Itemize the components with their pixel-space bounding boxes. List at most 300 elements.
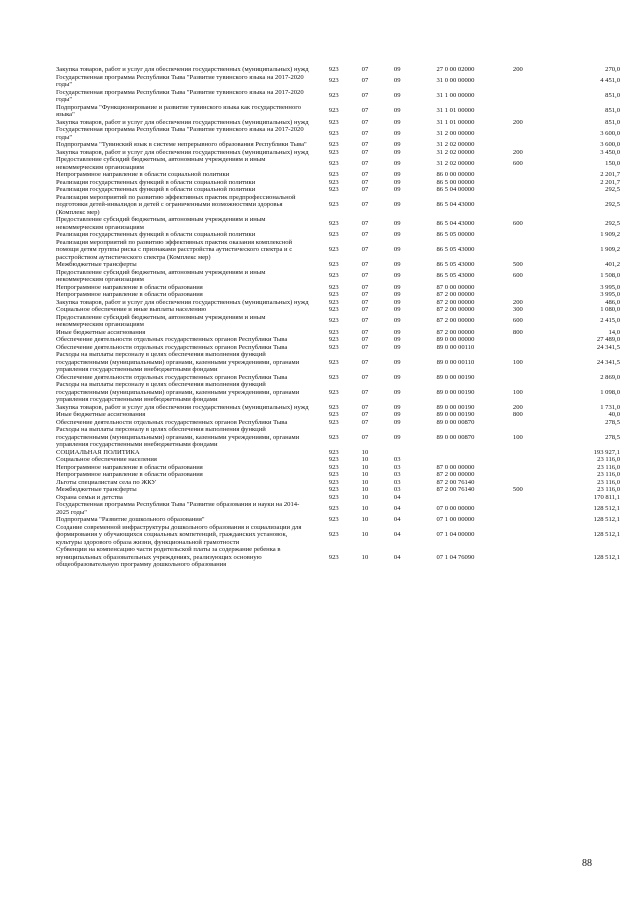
row-expense-type-code (497, 284, 539, 292)
row-target-item-code: 89 0 00 00190 (436, 403, 475, 411)
table-row (56, 179, 624, 187)
table-row (56, 104, 624, 119)
row-target-item-code: 89 0 00 00190 (436, 388, 475, 396)
table-row (56, 524, 624, 547)
row-section-code: 07 (361, 403, 369, 411)
row-amount: 3 600,0 (600, 141, 620, 148)
row-grbs-code: 923 (328, 298, 339, 306)
row-name: Расходы на выплаты персоналу в целях обеспечения выполнения функций государственными (муниципальными) органами, казенными учреждениями, органами управления государственными внебюджетными фондами (56, 351, 300, 373)
row-target-item-code: 89 0 00 00000 (436, 336, 475, 343)
row-section-code: 07 (361, 201, 369, 208)
row-target-item-code (414, 456, 497, 464)
row-amount: 1 098,0 (600, 388, 620, 396)
row-subsection-code: 04 (393, 493, 401, 501)
table-row (56, 284, 624, 292)
table-row (56, 299, 624, 307)
table-row (56, 194, 624, 217)
row-name: Обеспечение деятельности отдельных государственных органов Республики Тыва (56, 373, 288, 381)
row-subsection-code: 09 (393, 148, 401, 156)
row-grbs-code: 923 (328, 178, 339, 186)
row-grbs-code: 923 (328, 531, 339, 538)
row-section-code: 07 (361, 272, 369, 280)
row-target-item-code: 07 1 04 76090 (436, 553, 475, 561)
row-name: Обеспечение деятельности отдельных государственных органов Республики Тыва (56, 418, 288, 426)
row-expense-type-code (497, 171, 539, 179)
row-expense-type-code (497, 89, 539, 104)
table-row (56, 411, 624, 419)
row-subsection-code: 09 (393, 171, 401, 178)
row-section-code: 07 (361, 418, 369, 426)
row-section-code: 07 (361, 411, 369, 418)
row-section-code: 07 (361, 159, 369, 167)
row-target-item-code: 87 2 00 00000 (436, 471, 475, 478)
row-amount: 3 995,0 (600, 291, 620, 298)
row-grbs-code: 923 (328, 129, 339, 137)
row-name: Реализация государственных функций в области социальной политики (56, 178, 256, 186)
row-subsection-code: 09 (393, 272, 401, 280)
row-subsection-code: 09 (393, 159, 401, 167)
row-grbs-code: 923 (328, 418, 339, 426)
table-row (56, 314, 624, 329)
row-target-item-code (414, 494, 497, 502)
row-expense-type-code (497, 104, 539, 119)
row-section-code: 07 (361, 283, 369, 291)
table-row (56, 464, 624, 472)
row-name: Непрограммное направление в области образования (56, 471, 203, 478)
row-section-code: 07 (361, 373, 369, 381)
row-section-code: 07 (361, 107, 369, 115)
row-grbs-code: 923 (328, 486, 339, 493)
row-amount: 23 116,0 (597, 486, 620, 493)
row-amount: 2 415,0 (600, 317, 620, 325)
page-number: 88 (582, 858, 592, 869)
row-subsection-code: 04 (393, 504, 401, 512)
row-subsection-code: 09 (393, 291, 401, 298)
row-target-item-code: 86 5 05 43000 (436, 261, 475, 268)
row-grbs-code: 923 (328, 186, 339, 193)
row-name: Расходы на выплаты персоналу в целях обеспечения выполнения функций государственными (муниципальными) органами, казенными учреждениями, органами управления государственными внебюджетными фондами (56, 426, 300, 448)
row-subsection-code: 03 (393, 486, 401, 493)
row-grbs-code: 923 (328, 463, 339, 471)
row-amount: 1 909,2 (600, 246, 620, 253)
row-expense-type-code (497, 374, 539, 382)
row-section-code: 07 (361, 92, 369, 100)
row-amount: 14,0 (608, 328, 620, 336)
row-target-item-code: 07 0 00 00000 (436, 504, 475, 512)
row-section-code: 10 (361, 516, 369, 523)
row-expense-type-code (497, 449, 539, 457)
row-grbs-code: 923 (328, 493, 339, 501)
row-target-item-code: 31 2 02 00000 (436, 141, 475, 148)
row-section-code: 10 (361, 463, 369, 471)
row-amount: 2 201,7 (600, 171, 620, 178)
row-target-item-code (414, 449, 497, 457)
row-amount: 128 512,1 (593, 553, 620, 561)
row-grbs-code: 923 (328, 388, 339, 396)
row-amount: 3 995,0 (600, 283, 620, 291)
row-target-item-code: 86 5 05 43000 (436, 272, 475, 280)
row-name: Охрана семьи и детства (56, 493, 123, 501)
row-grbs-code: 923 (328, 336, 339, 343)
row-amount: 23 116,0 (597, 456, 620, 463)
row-grbs-code: 923 (328, 478, 339, 486)
row-expense-type-code: 600 (512, 159, 523, 167)
row-section-code: 10 (361, 553, 369, 561)
row-grbs-code: 923 (328, 77, 339, 85)
table-row (56, 336, 624, 344)
table-row (56, 156, 624, 171)
row-grbs-code: 923 (328, 66, 339, 73)
row-subsection-code: 04 (393, 516, 401, 523)
row-target-item-code: 31 1 01 00000 (436, 107, 475, 115)
table-row (56, 546, 624, 569)
row-grbs-code: 923 (328, 291, 339, 298)
row-amount: 128 512,1 (593, 504, 620, 512)
row-section-code: 10 (361, 531, 369, 538)
row-grbs-code: 923 (328, 504, 339, 512)
row-subsection-code: 09 (393, 328, 401, 336)
row-grbs-code: 923 (328, 159, 339, 167)
table-row (56, 351, 624, 374)
row-section-code: 10 (361, 448, 369, 456)
row-subsection-code: 09 (393, 358, 401, 366)
row-grbs-code: 923 (328, 231, 339, 238)
row-expense-type-code: 800 (512, 411, 523, 418)
row-target-item-code: 89 0 00 00110 (436, 343, 475, 351)
row-section-code: 07 (361, 141, 369, 148)
row-name: Непрограммное направление в области образования (56, 463, 203, 471)
row-amount: 1 080,0 (600, 306, 620, 313)
row-name: Социальное обеспечение населения (56, 456, 157, 463)
row-expense-type-code (497, 231, 539, 239)
row-amount: 3 600,0 (600, 129, 620, 137)
row-subsection-code: 09 (393, 219, 401, 227)
table-row (56, 171, 624, 179)
row-amount: 27 489,0 (596, 336, 620, 343)
row-name: Предоставление субсидий бюджетным, автономным учреждениям и иным некоммерческим организациям (56, 216, 266, 231)
row-target-item-code: 31 2 02 00000 (436, 159, 475, 167)
row-target-item-code: 87 2 00 76140 (436, 478, 475, 486)
row-subsection-code: 09 (393, 178, 401, 186)
row-target-item-code: 87 0 00 00000 (436, 463, 475, 471)
table-row (56, 449, 624, 457)
row-amount: 1 731,0 (600, 403, 620, 411)
row-subsection-code: 09 (393, 373, 401, 381)
row-amount: 3 450,0 (600, 148, 620, 156)
row-target-item-code: 87 2 00 00000 (436, 291, 475, 298)
row-target-item-code: 86 5 04 00000 (436, 186, 475, 193)
row-subsection-code: 09 (393, 283, 401, 291)
row-amount: 401,2 (605, 261, 620, 268)
row-amount: 24 341,5 (596, 358, 620, 366)
row-expense-type-code (497, 344, 539, 352)
row-name: Обеспечение деятельности отдельных государственных органов Республики Тыва (56, 343, 288, 351)
row-subsection-code: 09 (393, 66, 401, 73)
row-subsection-code: 04 (393, 531, 401, 538)
row-name: Реализация мероприятий по развитию эффективных практик предпрофессиональной подготовки детей-инвалидов и детей с ограниченными возможностями здоровья (Комплекс мер) (56, 193, 296, 216)
row-section-code: 07 (361, 246, 369, 253)
row-amount: 1 508,0 (600, 272, 620, 280)
row-section-code: 07 (361, 129, 369, 137)
row-amount: 292,5 (605, 186, 620, 193)
row-name: Социальное обеспечение и иные выплаты населению (56, 306, 207, 313)
row-amount: 851,0 (605, 118, 620, 126)
row-amount: 278,5 (605, 433, 620, 441)
row-grbs-code: 923 (328, 448, 339, 456)
row-subsection-code: 04 (393, 553, 401, 561)
row-section-code: 07 (361, 298, 369, 306)
row-expense-type-code (497, 239, 539, 262)
row-amount: 193 927,1 (593, 448, 620, 456)
table-row (56, 374, 624, 382)
row-expense-type-code (497, 186, 539, 194)
table-row (56, 231, 624, 239)
row-name: Непрограммное направление в области образования (56, 283, 203, 291)
row-name: Подпрограмма "Тувинский язык в системе непрерывного образования Республики Тыва" (56, 141, 307, 148)
row-amount: 2 201,7 (600, 178, 620, 186)
table-row (56, 329, 624, 337)
row-expense-type-code (497, 524, 539, 547)
row-subsection-code: 09 (393, 107, 401, 115)
row-subsection-code: 09 (393, 92, 401, 100)
row-target-item-code: 87 2 00 00000 (436, 328, 475, 336)
row-expense-type-code: 200 (512, 148, 523, 156)
table-row (56, 344, 624, 352)
row-amount: 150,0 (605, 159, 620, 167)
row-expense-type-code: 100 (512, 358, 523, 366)
row-expense-type-code: 100 (512, 388, 523, 396)
row-amount: 170 811,1 (593, 493, 620, 501)
row-subsection-code: 09 (393, 306, 401, 313)
row-subsection-code: 03 (393, 471, 401, 478)
row-grbs-code: 923 (328, 219, 339, 227)
row-name: Иные бюджетные ассигнования (56, 328, 146, 336)
row-grbs-code: 923 (328, 306, 339, 313)
table-row (56, 419, 624, 427)
row-name: СОЦИАЛЬНАЯ ПОЛИТИКА (56, 448, 140, 456)
row-amount: 851,0 (605, 107, 620, 115)
table-row (56, 471, 624, 479)
row-target-item-code: 89 0 00 00870 (436, 418, 475, 426)
row-expense-type-code: 800 (512, 328, 523, 336)
row-section-code: 07 (361, 291, 369, 298)
row-amount: 4 451,0 (600, 77, 620, 85)
row-grbs-code: 923 (328, 553, 339, 561)
row-target-item-code: 31 2 00 00000 (436, 129, 475, 137)
row-section-code: 07 (361, 317, 369, 325)
row-target-item-code: 86 5 00 00000 (436, 178, 475, 186)
row-amount: 486,0 (605, 298, 620, 306)
row-target-item-code: 89 0 00 00870 (436, 433, 475, 441)
table-row (56, 501, 624, 516)
table-row (56, 404, 624, 412)
row-subsection-code: 09 (393, 246, 401, 253)
row-amount: 851,0 (605, 92, 620, 100)
row-name: Обеспечение деятельности отдельных государственных органов Республики Тыва (56, 336, 288, 343)
row-name: Предоставление субсидий бюджетным, автономным учреждениям и иным некоммерческим организациям (56, 268, 266, 283)
row-section-code: 07 (361, 77, 369, 85)
row-expense-type-code: 100 (512, 433, 523, 441)
row-expense-type-code (497, 126, 539, 141)
row-expense-type-code (497, 546, 539, 569)
row-name: Государственная программа Республики Тыва "Развитие тувинского языка на 2017-2020 годы" (56, 126, 304, 141)
row-grbs-code: 923 (328, 433, 339, 441)
row-amount: 23 116,0 (597, 478, 620, 486)
budget-table-body (56, 66, 624, 569)
row-grbs-code: 923 (328, 92, 339, 100)
table-row (56, 306, 624, 314)
row-subsection-code: 09 (393, 201, 401, 208)
row-subsection-code: 09 (393, 141, 401, 148)
row-name: Государственная программа Республики Тыва "Развитие тувинского языка на 2017-2020 годы" (56, 88, 304, 103)
row-grbs-code: 923 (328, 201, 339, 208)
row-grbs-code: 923 (328, 107, 339, 115)
row-amount: 2 869,0 (600, 373, 620, 381)
table-row (56, 516, 624, 524)
row-grbs-code: 923 (328, 171, 339, 178)
row-expense-type-code: 300 (512, 306, 523, 313)
row-target-item-code: 31 0 00 00000 (436, 77, 475, 85)
row-expense-type-code (497, 494, 539, 502)
row-amount: 1 909,2 (600, 231, 620, 238)
table-row (56, 186, 624, 194)
row-section-code: 07 (361, 306, 369, 313)
row-name: Реализация мероприятий по развитию эффективных практик оказания комплексной помощи детям группы риска с признаками расстройства аутистического спектра и с расстройством аутистического спектра (Комплекс мер) (56, 238, 293, 261)
table-row (56, 119, 624, 127)
row-name: Подпрограмма "Функционирование и развитие тувинского языка как государственного языка" (56, 103, 302, 118)
row-target-item-code: 27 0 00 02000 (436, 66, 475, 73)
row-grbs-code: 923 (328, 272, 339, 280)
row-name: Межбюджетные трансферты (56, 486, 137, 493)
row-section-code: 07 (361, 343, 369, 351)
row-amount: 292,5 (605, 201, 620, 208)
table-row (56, 494, 624, 502)
row-amount: 23 116,0 (597, 471, 620, 478)
row-subsection-code: 09 (393, 418, 401, 426)
row-subsection-code: 09 (393, 118, 401, 126)
row-target-item-code: 89 0 00 00190 (436, 411, 475, 418)
row-grbs-code: 923 (328, 411, 339, 418)
row-expense-type-code: 200 (512, 403, 523, 411)
row-subsection-code: 03 (393, 456, 401, 463)
table-row (56, 486, 624, 494)
row-amount: 128 512,1 (593, 516, 620, 523)
row-target-item-code: 31 2 02 00000 (436, 148, 475, 156)
row-section-code: 10 (361, 478, 369, 486)
row-subsection-code: 09 (393, 336, 401, 343)
row-section-code: 07 (361, 148, 369, 156)
row-expense-type-code (497, 464, 539, 472)
row-section-code: 10 (361, 471, 369, 478)
row-amount: 128 512,1 (593, 531, 620, 538)
row-target-item-code: 87 2 00 00000 (436, 298, 475, 306)
row-subsection-code: 09 (393, 403, 401, 411)
row-subsection-code: 09 (393, 129, 401, 137)
table-row (56, 89, 624, 104)
row-target-item-code: 87 2 00 00000 (436, 306, 475, 313)
row-expense-type-code (497, 419, 539, 427)
row-section-code: 07 (361, 261, 369, 268)
row-section-code: 07 (361, 231, 369, 238)
row-name: Закупка товаров, работ и услуг для обеспечения государственных (муниципальных) нужд (56, 148, 309, 156)
row-target-item-code: 89 0 00 00190 (436, 373, 475, 381)
row-name: Субвенции на компенсацию части родительской платы за содержание ребенка в муниципальных образовательных учреждениях, реализующих основную общеобразовательную программу дошкольного образования (56, 546, 281, 568)
row-target-item-code: 31 1 01 00000 (436, 118, 475, 126)
row-amount: 270,0 (605, 66, 620, 73)
row-target-item-code: 86 0 00 00000 (436, 171, 475, 178)
row-name: Непрограммное направление в области социальной политики (56, 171, 230, 178)
row-grbs-code: 923 (328, 456, 339, 463)
row-section-code: 07 (361, 433, 369, 441)
row-section-code: 10 (361, 486, 369, 493)
row-expense-type-code (497, 456, 539, 464)
row-expense-type-code (497, 141, 539, 149)
row-subsection-code: 09 (393, 261, 401, 268)
table-row (56, 216, 624, 231)
row-name: Закупка товаров, работ и услуг для обеспечения государственных (муниципальных) нужд (56, 118, 309, 126)
row-section-code: 07 (361, 336, 369, 343)
row-name: Предоставление субсидий бюджетным, автономным учреждениям и иным некоммерческим организациям (56, 313, 266, 328)
row-section-code: 07 (361, 358, 369, 366)
table-row (56, 426, 624, 449)
row-name: Предоставление субсидий бюджетным, автономным учреждениям и иным некоммерческим организациям (56, 156, 266, 171)
row-subsection-code: 09 (393, 77, 401, 85)
row-grbs-code: 923 (328, 358, 339, 366)
row-name: Закупка товаров, работ и услуг для обеспечения государственных (муниципальных) нужд (56, 66, 309, 73)
row-expense-type-code (497, 74, 539, 89)
row-expense-type-code (497, 479, 539, 487)
row-grbs-code: 923 (328, 516, 339, 523)
row-grbs-code: 923 (328, 343, 339, 351)
row-expense-type-code: 600 (512, 272, 523, 280)
row-subsection-code: 09 (393, 388, 401, 396)
row-grbs-code: 923 (328, 141, 339, 148)
table-row (56, 381, 624, 404)
row-subsection-code: 03 (393, 478, 401, 486)
row-grbs-code: 923 (328, 403, 339, 411)
row-expense-type-code (497, 516, 539, 524)
row-section-code: 07 (361, 186, 369, 193)
row-section-code: 07 (361, 178, 369, 186)
row-amount: 24 341,5 (596, 343, 620, 351)
row-target-item-code: 86 5 05 43000 (436, 246, 475, 253)
row-section-code: 07 (361, 118, 369, 126)
row-expense-type-code: 200 (512, 118, 523, 126)
table-row (56, 479, 624, 487)
row-name: Государственная программа Республики Тыва "Развитие образования и науки на 2014-2025 годы" (56, 501, 300, 516)
row-section-code: 10 (361, 493, 369, 501)
row-grbs-code: 923 (328, 246, 339, 253)
row-section-code: 10 (361, 456, 369, 463)
row-target-item-code: 87 0 00 00000 (436, 283, 475, 291)
row-section-code: 07 (361, 66, 369, 73)
row-target-item-code: 07 1 04 00000 (436, 531, 475, 538)
table-row (56, 66, 624, 74)
row-subsection-code (381, 449, 414, 457)
row-section-code: 07 (361, 219, 369, 227)
row-expense-type-code (497, 471, 539, 479)
row-amount: 23 116,0 (597, 463, 620, 471)
row-expense-type-code (497, 291, 539, 299)
table-row (56, 456, 624, 464)
row-target-item-code: 87 2 00 00000 (436, 317, 475, 325)
row-amount: 292,5 (605, 219, 620, 227)
row-expense-type-code (497, 336, 539, 344)
row-name: Расходы на выплаты персоналу в целях обеспечения выполнения функций государственными (муниципальными) органами, казенными учреждениями, органами управления государственными внебюджетными фондами (56, 381, 300, 403)
row-amount: 40,0 (608, 411, 620, 418)
row-target-item-code: 31 1 00 00000 (436, 92, 475, 100)
row-expense-type-code (497, 194, 539, 217)
